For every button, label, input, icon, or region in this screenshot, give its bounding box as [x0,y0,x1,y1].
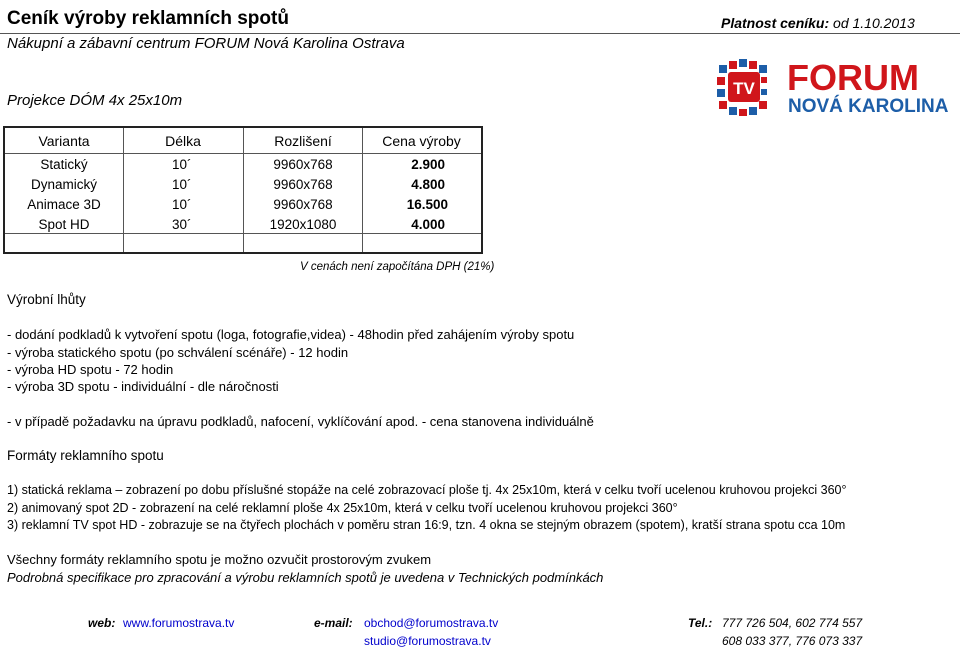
formats-heading: Formáty reklamního spotu [7,448,164,463]
deadlines-heading: Výrobní lhůty [7,292,86,307]
table-header-variant: Varianta [38,133,90,149]
page-title: Ceník výroby reklamních spotů [7,8,289,29]
table-cell-variant: Animace 3D [27,197,101,212]
footer-phone: 608 033 377, 776 073 337 [722,634,863,648]
deadline-item: - výroba 3D spotu - individuální - dle náročnosti [7,379,279,394]
validity-label: Platnost ceníku: [721,15,830,31]
footer-web-link[interactable]: www.forumostrava.tv [123,616,235,630]
table-header-length: Délka [165,133,201,149]
validity-date: od 1.10.2013 [833,15,915,31]
footer-web-label: web: [88,616,116,630]
table-cell-variant: Spot HD [38,217,90,232]
deadline-item: - dodání podkladů k vytvoření spotu (loga, fotografie,videa) - 48hodin před zahájením výroby spotu [7,327,575,342]
table-cell-variant: Dynamický [30,177,97,192]
logo-karolina-text: NOVÁ KAROLINA [788,96,949,117]
table-cell-length: 10´ [172,157,192,172]
footer-email-link[interactable]: studio@forumostrava.tv [364,634,491,648]
projection-title: Projekce DÓM 4x 25x10m [7,92,183,109]
logo-forum-text: FORUM [787,57,919,98]
deadline-item: - výroba statického spotu (po schválení scénáře) - 12 hodin [7,345,349,360]
format-item: 1) statická reklama – zobrazení po dobu příslušné stopáže na celé zobrazovací ploše tj. 4x 25x10m, která v celku tvoří ucelenou kruhovou projekci 360° [7,483,847,497]
formats-spec-note: Podrobná specifikace pro zpracování a výrobu reklamních spotů je uvedena v Technických podmínkách [7,570,604,585]
table-header-divider [5,153,481,154]
header-divider [0,33,960,34]
table-cell-price: 2.900 [411,157,445,172]
table-cell-length: 10´ [172,197,192,212]
price-list-validity [721,15,915,31]
table-cell-resolution: 1920x1080 [269,217,337,232]
table-cell-price: 4.800 [411,177,445,192]
footer-phone: 777 726 504, 602 774 557 [722,616,863,630]
table-header-price: Cena výroby [382,133,461,149]
footer-email-link[interactable]: obchod@forumostrava.tv [364,616,499,630]
table-cell-price: 4.000 [411,217,445,232]
vat-note: V cenách není započítána DPH (21%) [300,261,495,273]
logo-graphic [717,57,957,117]
table-cell-resolution: 9960x768 [273,177,333,192]
table-row-divider [5,233,481,234]
table-header-resolution: Rozlišení [274,133,332,149]
footer-email-label: e-mail: [314,616,353,630]
table-cell-resolution: 9960x768 [273,157,333,172]
forum-nova-karolina-logo [717,57,957,117]
format-item: 2) animovaný spot 2D - zobrazení na celé reklamní ploše 4x 25x10m, která v celku tvoří ucelenou kruhovou projekci 360° [7,501,678,515]
deadline-note: - v případě požadavku na úpravu podkladů, nafocení, vyklíčování apod. - cena stanovena individuálně [7,414,594,429]
table-cell-resolution: 9960x768 [273,197,333,212]
format-item: 3) reklamní TV spot HD - zobrazuje se na čtyřech plochách v poměru stran 16:9, tzn. 4 okna se stejným obrazem (spotem), kratší strana spotu cca 10m [7,518,846,532]
footer-tel-label: Tel.: [688,616,713,630]
formats-sound-note: Všechny formáty reklamního spotu je možno ozvučit prostorovým zvukem [7,552,432,567]
table-cell-length: 30´ [172,217,192,232]
deadline-item: - výroba HD spotu - 72 hodin [7,362,174,377]
page-subtitle: Nákupní a zábavní centrum FORUM Nová Karolina Ostrava [7,35,405,52]
price-table [3,126,483,254]
table-cell-variant: Statický [40,157,88,172]
logo-tv-text: TV [733,79,755,98]
table-cell-length: 10´ [172,177,192,192]
table-cell-price: 16.500 [406,197,448,212]
